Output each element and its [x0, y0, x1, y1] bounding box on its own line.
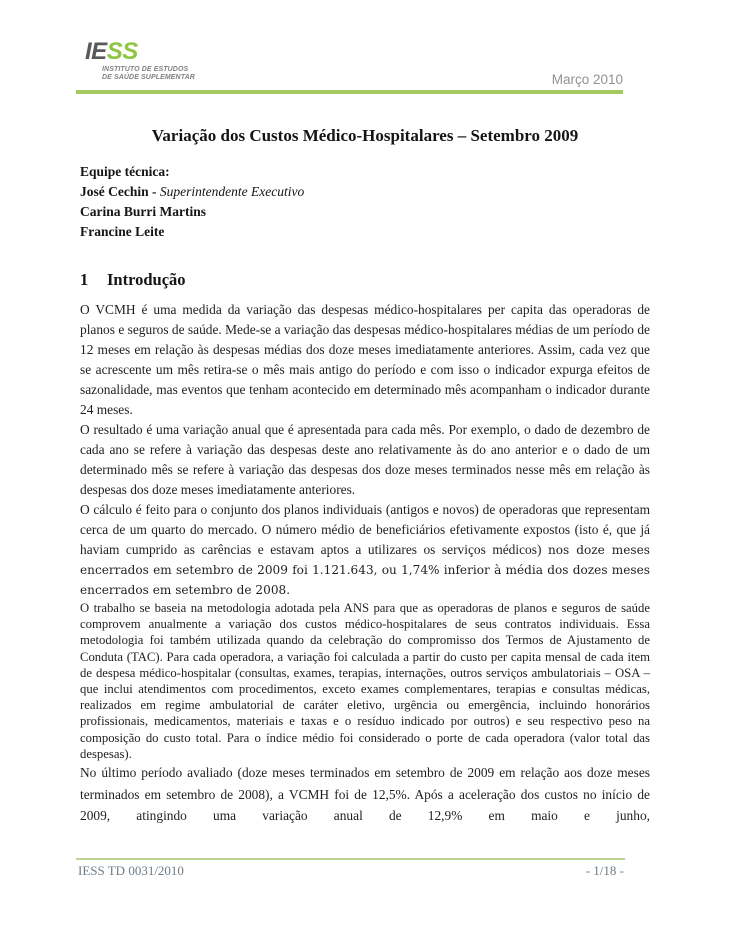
document-body: [80, 300, 650, 827]
paragraph-1: O VCMH é uma medida da variação das despesas médico-hospitalares per capita das operadoras de planos e seguros de saúde. Mede-se a variação das despesas médico-hospitalares médias de um período de 12 meses em relação às despesas médias dos doze meses imediatamente anteriores. Assim, cada vez que se acrescente um mês retira-se o mês mais antigo do período e com isso o indicador expurga efeitos de sazonalidade, mas eventos que tenham acontecido em determinado mês acompanham o indicador durante 24 meses.: [80, 302, 650, 417]
logo-acronym-green: SS: [106, 38, 138, 65]
footer-page-number: - 1/18 -: [585, 863, 624, 878]
team-member-1-name: José Cechin -: [80, 184, 160, 199]
logo-subtitle-line1: INSTITUTO DE ESTUDOS: [102, 66, 189, 73]
footer-rule-divider: [76, 858, 625, 860]
section-number: 1: [80, 270, 89, 289]
team-label: Equipe técnica:: [80, 164, 170, 179]
paragraph-5: No último período avaliado (doze meses terminados em setembro de 2009 em relação aos doze meses terminados em setembro de 2008), a VCMH foi de 12,5%. Após a aceleração dos custos no início de 2009, atingindo uma variação anual de 12,9% em maio e junho,: [80, 765, 650, 824]
page-footer: [78, 863, 624, 879]
paragraph-3-main: O cálculo é feito para o conjunto dos planos individuais (antigos e novos) de operadoras que representam cerca de um quarto do mercado. O número médio de beneficiários efetivamente expostos (isto é, que já haviam cumprido as carências e estavam aptos a utilizares os serviços médicos): [80, 502, 650, 557]
paragraph-4: O trabalho se baseia na metodologia adotada pela ANS para que as operadoras de planos e seguros de saúde comprovem anualmente a variação dos custos médico-hospitalares de seus contratos individuais. Essa metodologia foi também utilizada quando da celebração do compromisso dos Termos de Ajustamento de Conduta (TAC). Para cada operadora, a variação foi calculada a partir do custo per capita mensal de cada item de despesa médico-hospitalar (consultas, exames, terapias, internações, outros serviços ambulatoriais – OSA – que inclui atendimentos com procedimentos, exceto exames complementares, terapias e consultas médicas, realizados em regime ambulatorial de caráter eletivo, urgência ou emergência, incluindo honorários profissionais, medicamentos, materiais e taxas e o resíduo indicado por outros) e seu respectivo peso na composição do custo total. Para o índice médio foi considerado o porte de cada operadora (valor total das despesas).: [80, 601, 650, 761]
logo-subtitle-line2: DE SAÚDE SUPLEMENTAR: [102, 74, 195, 81]
team-member-2: Carina Burri Martins: [80, 204, 206, 219]
logo-acronym-dark: IE: [85, 38, 107, 65]
team-member-1-role: Superintendente Executivo: [159, 184, 305, 199]
section-title: Introdução: [107, 270, 186, 289]
team-member-1: [80, 182, 304, 202]
header-date: Março 2010: [551, 72, 623, 87]
paragraph-3: [80, 500, 650, 600]
footer-doc-id: IESS TD 0031/2010: [78, 863, 184, 878]
header-rule-divider: [76, 90, 623, 94]
logo-acronym: [85, 40, 195, 64]
paragraph-2: O resultado é uma variação anual que é apresentada para cada mês. Por exemplo, o dado de dezembro de cada ano se refere à variação das despesas deste ano relativamente às do ano anterior e o dado de um determinado mês se refere à variação das despesas dos doze meses terminados nesse mês em relação às despesas dos doze meses imediatamente anteriores.: [80, 422, 650, 497]
page-title: Variação dos Custos Médico-Hospitalares – Setembro 2009: [151, 126, 579, 145]
team-member-3: Francine Leite: [80, 224, 165, 239]
paragraph-3-alt-font: nos doze meses encerrados em setembro de 2009 foi 1.121.643, ou 1,74% inferior à média dos dozes meses encerrados em setembro de 2008.: [80, 543, 650, 597]
team-block: [80, 162, 304, 242]
section-heading: [80, 270, 186, 290]
